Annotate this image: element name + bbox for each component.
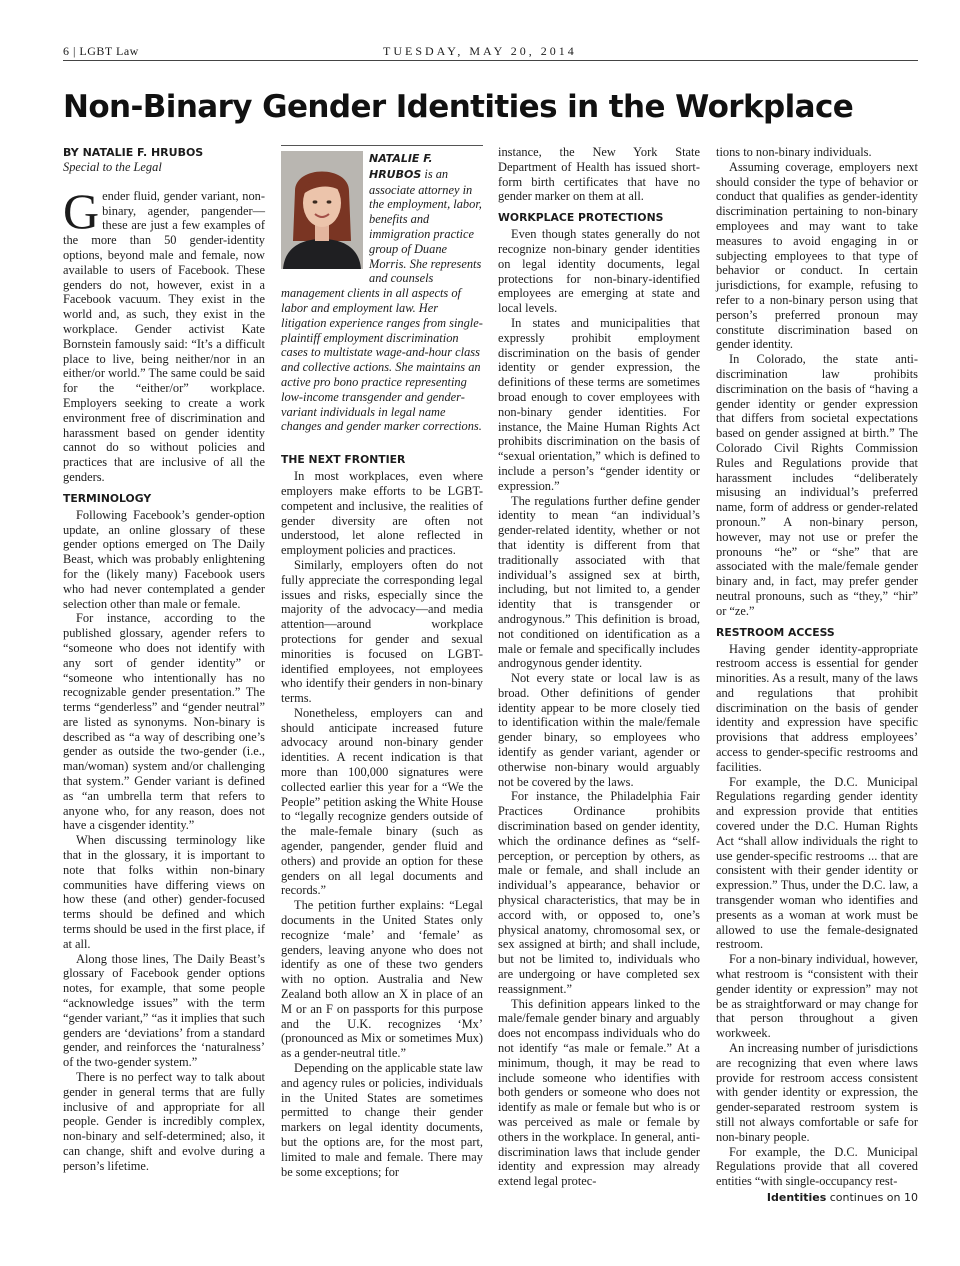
column-2	[281, 145, 483, 1179]
article-title: Non-Binary Gender Identities in the Workplace	[63, 89, 854, 125]
issue-date: TUESDAY, MAY 20, 2014	[383, 44, 577, 58]
byline-affiliation: Special to the Legal	[63, 160, 162, 174]
paragraph: The petition further explains: “Legal documents in the United States only recognize ‘male’ and ‘female’ as genders, leaving anyone who does not identify as one of these two genders with no option. Australia and New Zealand both allow an X in place of an M or an F on passports for this purpose and the U.K. recognizes ‘Mx’ (pronounced as Mix or sometimes Mux) as a gender-neutral title.”	[281, 898, 483, 1061]
byline: BY NATALIE F. HRUBOS	[63, 146, 204, 159]
bio-text: is an associate attorney in the employment, labor, benefits and immigration practice group of Duane Morris. She represents and counsels management clients in all aspects of labor and employment law. Her litigation experience ranges from single-plaintiff employment discrimination cases to multistate wage-and-hour class and collective actions. She maintains an active pro bono practice representing low-income transgender and gender-variant individuals in legal name changes and gender marker corrections.	[281, 166, 483, 434]
paragraph: Even though states generally do not recognize non-binary gender identities on legal identity documents, legal protections for non-binary-identified employees are emerging at state and local levels.	[498, 227, 700, 316]
paragraph: For a non-binary individual, however, what restroom is “consistent with their gender identity or expression” may not be as straightforward or may change for that person throughout a given workweek.	[716, 952, 918, 1041]
heading-terminology: TERMINOLOGY	[63, 491, 152, 505]
author-bio	[281, 151, 483, 434]
paragraph: This definition appears linked to the male/female gender binary and arguably does not encompass individuals who do not identify “as male or female.” At a minimum, though, it may be read to include someone who identifies with both genders or someone who does not identify as male or female but who is or was perceived as male or female by others in the workplace. In general, anti-discrimination laws that include gender identity and expression may already extend legal protec-	[498, 996, 700, 1189]
paragraph: For instance, according to the published glossary, agender refers to “someone who does not identify with any sort of gender identity” or “someone who intentionally has no recognizable gender presentation.” The terms “genderless” and “gender neutral” are listed as synonyms. Non-binary is described as “a way of describing one’s gender as outside the two-gender (i.e., man/woman) system and/or challenging that system.” Gender variant is defined as “an umbrella term that refers to anyone who, for any reason, does not have a cisgender identity.”	[63, 611, 265, 833]
heading-next-frontier: THE NEXT FRONTIER	[281, 453, 406, 467]
paragraph: Following Facebook’s gender-option update, an online glossary of these gender options emerged on The Daily Beast, which was probably enlightening for the (likely many) Facebook users who had never contemplated a gender selection other than male or female.	[63, 507, 265, 611]
paragraph: Depending on the applicable state law and agency rules or policies, individuals in the United States are sometimes permitted to change their gender markers on legal identity documents, but the options are, for the most part, limited to male and female. There may be some exceptions; for	[281, 1061, 483, 1179]
page-section-label: 6 | LGBT Law	[63, 44, 139, 58]
paragraph: Along those lines, The Daily Beast’s glossary of Facebook gender options notes, for example, that some people “acknowledge issues” with the term “gender variant,” “as it implies that such genders are ‘deviations’ from a standard gender, and reinforces the ‘naturalness’ of the two-gender system.”	[63, 951, 265, 1070]
paragraph: When discussing terminology like that in the glossary, it is important to note that folks within non-binary communities have differing views on how these (and other) gender-focused terms should be defined and which terms should be used in the first place, if at all.	[63, 833, 265, 951]
bio-name: NATALIE F. HRUBOS	[369, 152, 433, 181]
heading-restroom-access: RESTROOM ACCESS	[716, 625, 835, 639]
paragraph: tions to non-binary individuals.	[716, 145, 872, 159]
paragraph: In most workplaces, even where employers make efforts to be LGBT-competent and inclusive, the realities of gender diversity are often not understood, let alone reflected in employment policies and practices.	[281, 469, 483, 558]
paragraph: There is no perfect way to talk about gender in general terms that are fully inclusive of and appropriate for all people. Gender is incredibly complex, non-binary and self-determined; also, it can change, shift and evolve during a person’s lifetime.	[63, 1070, 265, 1173]
drop-cap: G	[63, 182, 100, 239]
column-1	[63, 145, 265, 1174]
paragraph: For example, the D.C. Municipal Regulations provide that all covered entities “with single-occupancy rest-	[716, 1144, 918, 1189]
paragraph: Assuming coverage, employers next should consider the type of behavior or conduct that qualifies as gender-identity discrimination pertaining to non-binary employees and may want to take measures to avoid engaging in or subjecting employees to that type of behavior or conduct. In certain jurisdictions, for example, refusing to refer to a non-binary person using that person’s preferred pronoun may constitute discrimination based on gender identity.	[716, 159, 918, 352]
paragraph: An increasing number of jurisdictions are recognizing that even where laws provide for restroom access consistent with gender identity or expression, the gender-separated restroom system is still not always comfortable or safe for non-binary people.	[716, 1041, 918, 1144]
paragraph: In states and municipalities that expressly prohibit employment discrimination on the basis of gender identity or gender expression, the definitions of these terms are sometimes broad enough to cover employees with non-binary gender identities. For instance, the Maine Human Rights Act prohibits discrimination on the basis of “sexual orientation,” which is defined to include a person’s “gender identity or expression.”	[498, 315, 700, 493]
paragraph: Nonetheless, employers can and should anticipate increased future advocacy around non-binary gender identities. A recent indication is that more than 100,000 signatures were collected earlier this year for a “We the People” petition asking the White House to “legally recognize genders outside of the male-female binary (such as agender, pangender, gender fluid and others) and provide an option for these genders on all legal documents and records.”	[281, 705, 483, 898]
paragraph: For instance, the Philadelphia Fair Practices Ordinance prohibits discrimination based on gender identity, which the ordinance defines as “self-perception, or perception by others, as male or female, and shall include an individual’s appearance, behavior or physical characteristics, that may be in accord with, or opposed to, one’s physical anatomy, chromosomal sex, or sex assigned at birth; and shall include, but not be limited to, individuals who are undergoing or have completed sex reassignment.”	[498, 789, 700, 996]
paragraph: For example, the D.C. Municipal Regulations regarding gender identity and expression provide that entities covered under the D.C. Human Rights Act “shall allow individuals the right to use gender-specific restrooms ... that are consistent with their gender identity or expression.” Thus, under the D.C. law, a transgender woman who identifies and presents as a woman at work must be allowed to use the female-designated restroom.	[716, 774, 918, 952]
paragraph: The regulations further define gender identity to mean “an individual’s gender-related identity, whether or not that identity is different from that traditionally associated with that individual’s assigned sex at birth, including, but not limited to, a gender identity that is transgender or androgynous.” This definition is broad, not conditioned on identification as a male or female and specifically includes androgynous gender identity.	[498, 493, 700, 671]
paragraph: instance, the New York State Department of Health has issued short-form birth certificates that have no gender marker on them at all.	[498, 145, 700, 204]
paragraph: In Colorado, the state anti-discrimination law prohibits discrimination on the basis of “having a gender identity or gender expression that differs from societal expectations based on gender assigned at birth.” The Colorado Civil Rights Commission Rules and Regulations provide that harassment includes “deliberately misusing an individual’s preferred name, form of address or gender-related pronoun.” A non-binary person, however, may not use or prefer the pronouns “he” or “she” that are associated with the male/female gender binary and, in fact, may prefer gender neutral pronouns, such as “they,” “hir” or “ze.”	[716, 352, 918, 618]
intro-paragraph: Gender fluid, gender variant, non-binary, agender, pangender—these are just a few examples of the more than 50 gender-identity options, beyond male and female, now available to users of Facebook. These genders do not, however, exist in a Facebook vacuum. They exist in the world and, as such, they exist in the workplace. Gender activist Kate Bornstein famously said: “It’s a difficult place to live, being neither/nor in an either/or world.” The same could be said for the “either/or” workplace. Employers seeking to create a work environment free of discrimination and harassment based on gender identity cannot do so without policies and practices that are inclusive of all the genders.	[63, 182, 265, 484]
heading-workplace-protections: WORKPLACE PROTECTIONS	[498, 211, 664, 225]
author-photo	[281, 151, 363, 269]
paragraph: Having gender identity-appropriate restroom access is essential for gender minorities. As a result, many of the laws and regulations that prohibit discrimination on the basis of gender identity and expression have specific provisions that address employees’ access to gender-specific restrooms and facilities.	[716, 641, 918, 774]
paragraph: Not every state or local law is as broad. Other definitions of gender identity appear to be more closely tied to identification within the male/female gender binary, so employees who identify as gender variant, agender or otherwise non-binary would arguably not be covered by the laws.	[498, 671, 700, 789]
bio-rule	[281, 145, 483, 146]
column-3	[498, 145, 700, 1189]
continuation-note: Identities continues on 10	[766, 1190, 918, 1204]
column-4	[716, 145, 918, 1206]
paragraph: Similarly, employers often do not fully appreciate the corresponding legal issues and risks, especially since the majority of the advocacy—and media attention—around workplace protections for gender and sexual minorities is focused on LGBT-identified employees, not employees who identify their genders in non-binary terms.	[281, 557, 483, 706]
header-rule	[63, 60, 918, 61]
